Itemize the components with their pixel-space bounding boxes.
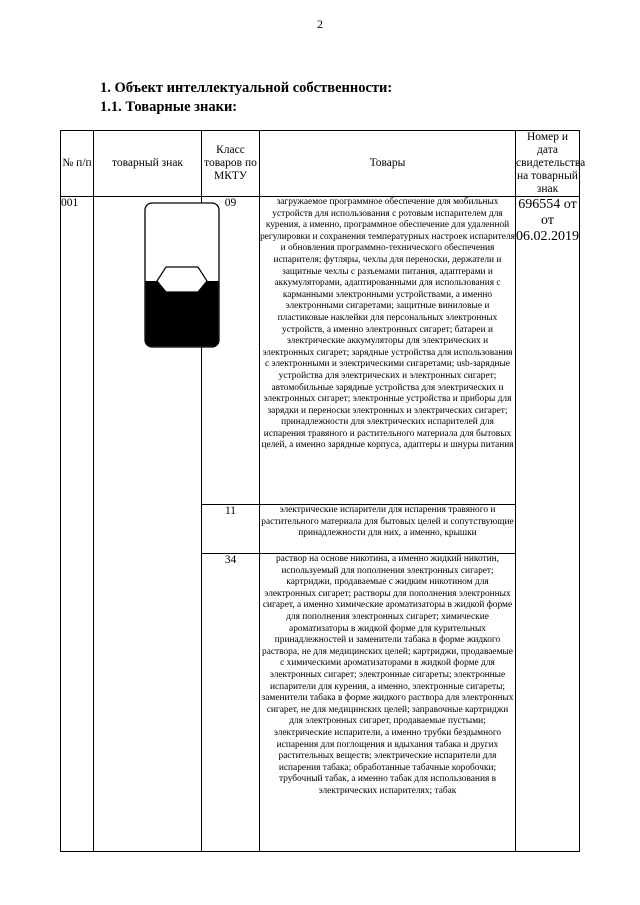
- row-number: 001: [61, 197, 94, 852]
- certificate-date: от 06.02.2019: [516, 213, 579, 244]
- class-cell: 34: [202, 554, 260, 852]
- class-cell: 09: [202, 197, 260, 505]
- certificate-number: 696554 от: [518, 197, 577, 212]
- goods-cell: электрические испарители для испарения травяного и растительного материала для бытовых целей и сопутствующие принадлежности для них, а именно, крышки: [260, 505, 516, 554]
- class-cell: 11: [202, 505, 260, 554]
- subsection-heading: 1.1. Товарные знаки:: [100, 99, 238, 115]
- header-number: № п/п: [61, 131, 94, 197]
- table-header-row: [61, 131, 580, 197]
- goods-cell: раствор на основе никотина, а именно жидкий никотин, используемый для пополнения электронных сигарет; картриджи, продаваемые с жидким никотином для электронных сигарет; растворы для пополнения электронных сигарет, а именно химические ароматизаторы в жидкой форме для пополнения электронных сигарет; химические ароматизаторы в жидкой форме для курительных принадлежностей и заменители табака в форме жидкого раствора, не для медицинских целей; картриджи, продаваемые с химическими ароматизаторами в жидкой форме для электронных сигарет; электронные сигареты; электронные испарители для курения, а именно, электронные сигареты; заменители табака в форме жидкого раствора для электронных сигарет, не для медицинских целей; заправочные картриджи для электронных сигарет, продаваемые пустыми; электрические испарители, а именно трубки бездымного испарения для поглощения и вдыхания табака и других растительных веществ; электрические испарители для испарения табака; обработанные табачные коробочки; трубочный табак, а именно табак для использования в электрических испарителях; табак: [260, 554, 516, 852]
- section-heading: 1. Объект интеллектуальной собственности:: [100, 80, 393, 96]
- header-goods: Товары: [260, 131, 516, 197]
- trademark-cell: [94, 197, 202, 852]
- header-certificate: Номер и дата свидетельства на товарный знак: [516, 131, 586, 195]
- header-trademark: товарный знак: [94, 131, 202, 197]
- certificate-cell: [516, 197, 580, 852]
- trademark-table: [60, 130, 586, 852]
- page-number: 2: [317, 17, 323, 31]
- table-row: [61, 197, 580, 505]
- goods-cell: загружаемое программное обеспечение для мобильных устройств для использования с ротовым испарителем для курения, а именно, программное обеспечение для удаленной регулировки и сохранения температурных настроек испарителя и обновления программно-технического обеспечения испарителя; футляры, чехлы для переноски, держатели и защитные чехлы с разъемами питания, адаптерами и аккумуляторами, адаптированными для использования с карманными электронными устройствами, а именно электронными сигаретами; защитные виниловые и пластиковые наклейки для персональных электронных устройств, а именно электронных сигарет; батареи и электрические аккумуляторы для электрических и электронных сигарет; зарядные устройства для использования с электронными и электрическими сигаретами; usb-зарядные устройства для электрических и электронных сигарет; автомобильные зарядные устройства для электрических и электронных сигарет; электронные устройства и приборы для зарядки и переноски электронных и электрических сигарет; принадлежности для электрических испарителей для испарения травяного и растительного материала для бытовых целей, а именно зарядные корпуса, адаптеры и шнуры питания: [260, 197, 516, 505]
- header-class: Класс товаров по МКТУ: [202, 131, 260, 197]
- vape-device-logo-icon: [144, 202, 220, 348]
